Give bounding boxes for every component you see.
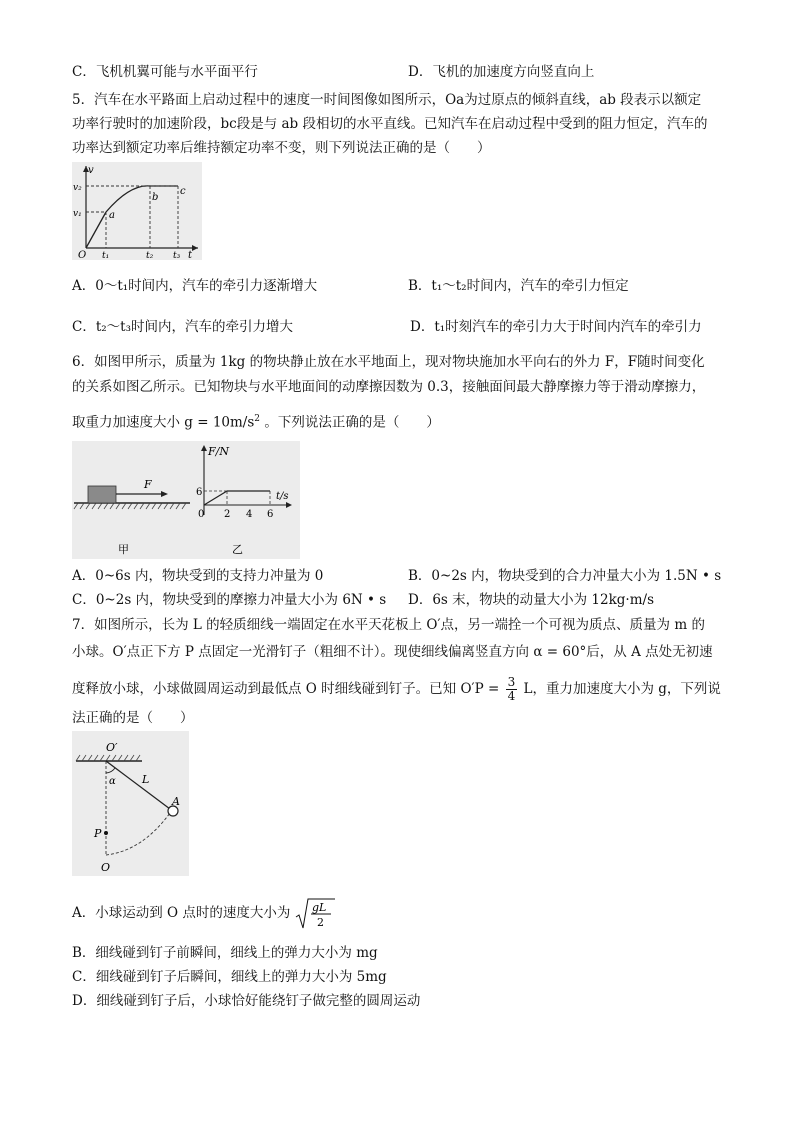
q5-axis-v: v — [88, 165, 94, 176]
q7-pendulum-figure — [72, 731, 189, 876]
q7-stem-line1: 7．如图所示，长为 L 的轻质细线一端固定在水平天花板上 O′点，另一端拴一个可视为质点、质量为 m 的 — [72, 617, 705, 633]
q5-stem-line2: 功率行驶时的加速阶段，bc段是与 ab 段相切的水平直线。已知汽车在启动过程中受到的阻力恒定，汽车的 — [72, 116, 708, 132]
q7-option-d: D．细线碰到钉子后，小球恰好能绕钉子做完整的圆周运动 — [72, 993, 421, 1009]
q6-option-d: D．6s 末，物块的动量大小为 12kg·m/s — [408, 592, 654, 608]
q7-stem-line4: 法正确的是（ ） — [72, 710, 194, 726]
q5-label-v1: v₁ — [73, 209, 82, 219]
q5-axis-t: t — [188, 250, 193, 260]
q7-label-alpha: α — [109, 776, 116, 787]
q5-tick-t2: t₂ — [146, 251, 154, 260]
q7-stem-line3: 度释放小球，小球做圆周运动到最低点 O 时细线碰到钉子。已知 O′P = $\frac{3}{4}$ L，重力加速度大小为 g，下列说 — [72, 675, 721, 703]
q5-vt-graph — [72, 162, 202, 260]
q5-point-a: a — [109, 210, 115, 221]
q6-stem-line2: 的关系如图乙所示。已知物块与水平地面间的动摩擦因数为 0.3，接触面间最大静摩擦力等于滑动摩擦力， — [72, 379, 706, 395]
q6-option-c: C．0~2s 内，物块受到的摩擦力冲量大小为 6N • s — [72, 592, 387, 608]
svg-text:gL: gL — [311, 900, 327, 914]
q7-option-c: C．细线碰到钉子后瞬间，细线上的弹力大小为 5mg — [72, 969, 387, 985]
q5-point-c: c — [180, 186, 186, 197]
q6-tick-t4: 4 — [246, 509, 253, 520]
q5-stem-line1: 5．汽车在水平路面上启动过程中的速度一时间图像如图所示，Oa为过原点的倾斜直线，ab 段表示以额定 — [72, 92, 702, 108]
q6-tick-f6: 6 — [196, 487, 203, 498]
q6-stem-line3: 取重力加速度大小 $g = 10m/s^2$ 。下列说法正确的是（ ） — [72, 414, 440, 431]
q4-option-d: D．飞机的加速度方向竖直向上 — [408, 64, 595, 80]
q5-option-d: D．t₁时刻汽车的牵引力大于时间内汽车的牵引力 — [410, 319, 702, 335]
q5-option-b: B．t₁～t₂时间内，汽车的牵引力恒定 — [408, 278, 629, 294]
q5-tick-t1: t₁ — [102, 251, 110, 260]
q7-label-l: L — [142, 773, 150, 786]
q5-label-v2: v₂ — [73, 183, 82, 193]
q5-origin: O — [78, 250, 87, 260]
q6-figures — [72, 441, 300, 559]
q7-option-a: A．小球运动到 O 点时的速度大小为 gL 2 — [72, 896, 335, 931]
q6-label-yi: 乙 — [232, 543, 243, 556]
q7-label-o: O — [101, 861, 111, 874]
q7-label-a: A — [172, 795, 180, 808]
q7-option-b: B．细线碰到钉子前瞬间，细线上的弹力大小为 mg — [72, 945, 378, 961]
q6-option-b: B．0~2s 内，物块受到的合力冲量大小为 1.5N • s — [408, 568, 722, 584]
q5-option-c: C．t₂～t₃时间内，汽车的牵引力增大 — [72, 319, 294, 335]
q6-option-a: A．0~6s 内，物块受到的支持力冲量为 0 — [72, 568, 324, 584]
q6-tick-t6: 6 — [267, 509, 274, 520]
q6-axis-ts: t/s — [276, 491, 289, 502]
q6-force-label: F — [144, 478, 152, 491]
q7-label-p: P — [94, 827, 102, 840]
q7-label-oprime: O′ — [106, 741, 118, 754]
q6-axis-fn: F/N — [208, 445, 229, 458]
q4-option-c: C．飞机机翼可能与水平面平行 — [72, 64, 258, 80]
q5-stem-line3: 功率达到额定功率后维持额定功率不变，则下列说法正确的是（ ） — [72, 140, 491, 156]
q5-tick-t3: t₃ — [173, 251, 181, 260]
q6-tick-t2: 2 — [224, 509, 231, 520]
sqrt-expression — [295, 896, 335, 931]
q6-tick-0: 0 — [198, 509, 205, 520]
svg-text:2: 2 — [316, 915, 324, 929]
q6-stem-line1: 6．如图甲所示，质量为 1kg 的物块静止放在水平地面上，现对物块施加水平向右的外力 F，F随时间变化 — [72, 354, 705, 370]
q6-label-jia: 甲 — [118, 543, 129, 556]
q5-point-b: b — [152, 192, 159, 203]
q5-option-a: A．0～t₁时间内，汽车的牵引力逐渐增大 — [72, 278, 318, 294]
q7-stem-line2: 小球。O′点正下方 P 点固定一光滑钉子（粗细不计）。现使细线偏离竖直方向 α = 60°后，从 A 点处无初速 — [72, 644, 713, 660]
